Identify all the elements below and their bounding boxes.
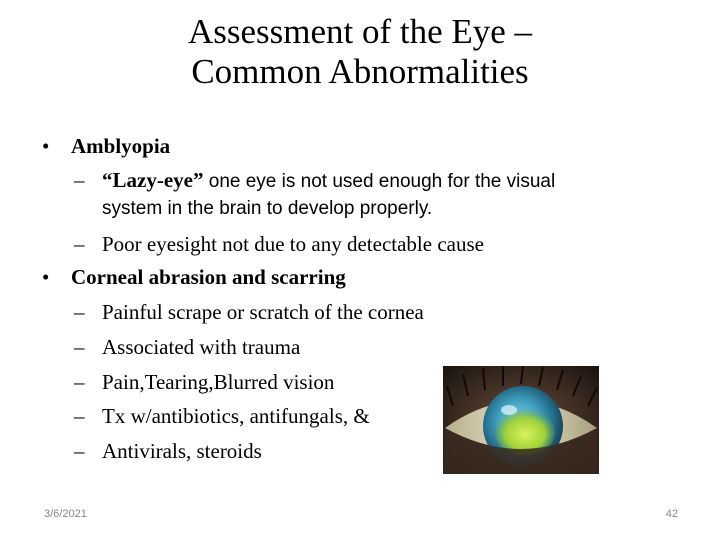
bullet-marker: • [42, 265, 50, 289]
sub-item-text: Associated with trauma [102, 335, 301, 359]
dash-marker: – [74, 168, 85, 192]
dash-marker: – [74, 439, 85, 463]
slide-title-line-2: Common Abnormalities [191, 52, 529, 91]
lazy-eye-term: “Lazy-eye” [102, 168, 204, 192]
corneal-abrasion-eye-image [443, 366, 599, 474]
slide-title-line-1: Assessment of the Eye – [187, 12, 533, 51]
bullet-label: Amblyopia [71, 134, 171, 158]
slide-number: 42 [665, 508, 678, 520]
sub-item-text: Pain,Tearing,Blurred vision [102, 370, 335, 394]
sub-item-text: Poor eyesight not due to any detectable cause [102, 232, 484, 256]
sub-item-text: Antivirals, steroids [102, 439, 262, 463]
bullet-label: Corneal abrasion and scarring [71, 265, 346, 289]
sub-item-text: Painful scrape or scratch of the cornea [102, 300, 424, 324]
lazy-eye-definition-line-1: one eye is not used enough for the visual [203, 171, 556, 192]
sub-item-text: Tx w/antibiotics, antifungals, & [102, 404, 370, 428]
lazy-eye-definition-line-2: system in the brain to develop properly. [102, 198, 433, 219]
dash-marker: – [74, 404, 85, 428]
dash-marker: – [74, 300, 85, 324]
footer-date: 3/6/2021 [44, 508, 87, 520]
dash-marker: – [74, 232, 85, 256]
bullet-marker: • [42, 134, 50, 158]
eye-illustration [443, 366, 599, 474]
dash-marker: – [74, 370, 85, 394]
dash-marker: – [74, 335, 85, 359]
sub-item-text [102, 167, 555, 195]
